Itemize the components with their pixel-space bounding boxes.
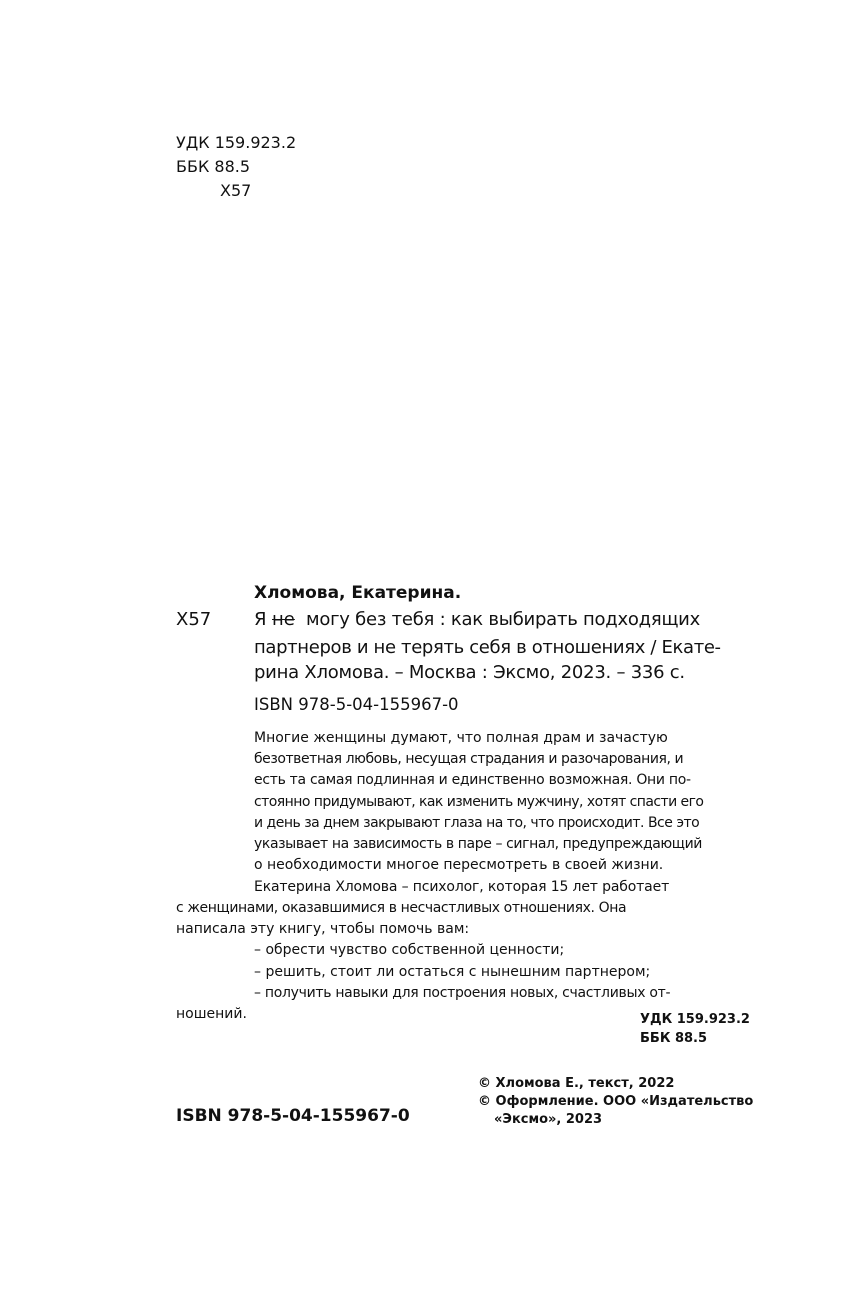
title-start: Я: [254, 609, 267, 630]
annotation-line: с женщинами, оказавшимися в несчастливых отношениях. Она: [176, 900, 627, 916]
author-sign-top: Х57: [220, 181, 252, 200]
title-line-2: партнеров и не терять себя в отношениях / Екате-: [254, 637, 721, 658]
bbk-code-bottom: ББК 88.5: [640, 1031, 708, 1046]
annotation-line: ношений.: [176, 1006, 247, 1022]
annotation-line: – решить, стоит ли остаться с нынешним партнером;: [254, 964, 651, 980]
record-author: Хломова, Екатерина.: [254, 583, 462, 603]
annotation-line: указывает на зависимость в паре – сигнал, предупреждающий: [254, 836, 702, 852]
copyright-publisher: «Эксмо», 2023: [494, 1112, 603, 1127]
title-line-1: могу без тебя : как выбирать подходящих: [306, 609, 700, 630]
annotation-line: – получить навыки для построения новых, счастливых от-: [254, 985, 671, 1001]
annotation: [176, 728, 738, 1028]
record-author-sign: Х57: [176, 609, 212, 630]
title-struck-word: не: [272, 609, 295, 630]
annotation-line: Екатерина Хломова – психолог, которая 15 лет работает: [254, 879, 670, 895]
annotation-line: есть та самая подлинная и единственно возможная. Они по-: [254, 772, 691, 788]
udk-code: УДК 159.923.2: [176, 133, 297, 152]
annotation-line: Многие женщины думают, что полная драм и зачастую: [254, 730, 668, 746]
annotation-line: написала эту книгу, чтобы помочь вам:: [176, 921, 470, 937]
annotation-line: – обрести чувство собственной ценности;: [254, 942, 565, 958]
annotation-line: стоянно придумывают, как изменить мужчину, хотят спасти его: [254, 794, 704, 810]
record-isbn: ISBN 978-5-04-155967-0: [254, 695, 459, 714]
bbk-code: ББК 88.5: [176, 157, 251, 176]
udk-code-bottom: УДК 159.923.2: [640, 1012, 750, 1027]
annotation-line: безответная любовь, несущая страдания и разочарования, и: [254, 751, 684, 767]
copyright-text: © Хломова Е., текст, 2022: [478, 1076, 675, 1091]
annotation-line: о необходимости многое пересмотреть в своей жизни.: [254, 857, 664, 873]
isbn-bottom: ISBN 978-5-04-155967-0: [176, 1106, 410, 1126]
annotation-line: и день за днем закрывают глаза на то, что происходит. Все это: [254, 815, 700, 831]
copyright-design: © Оформление. ООО «Издательство: [478, 1094, 754, 1109]
title-line-3: рина Хломова. – Москва : Эксмо, 2023. – 336 с.: [254, 662, 685, 683]
